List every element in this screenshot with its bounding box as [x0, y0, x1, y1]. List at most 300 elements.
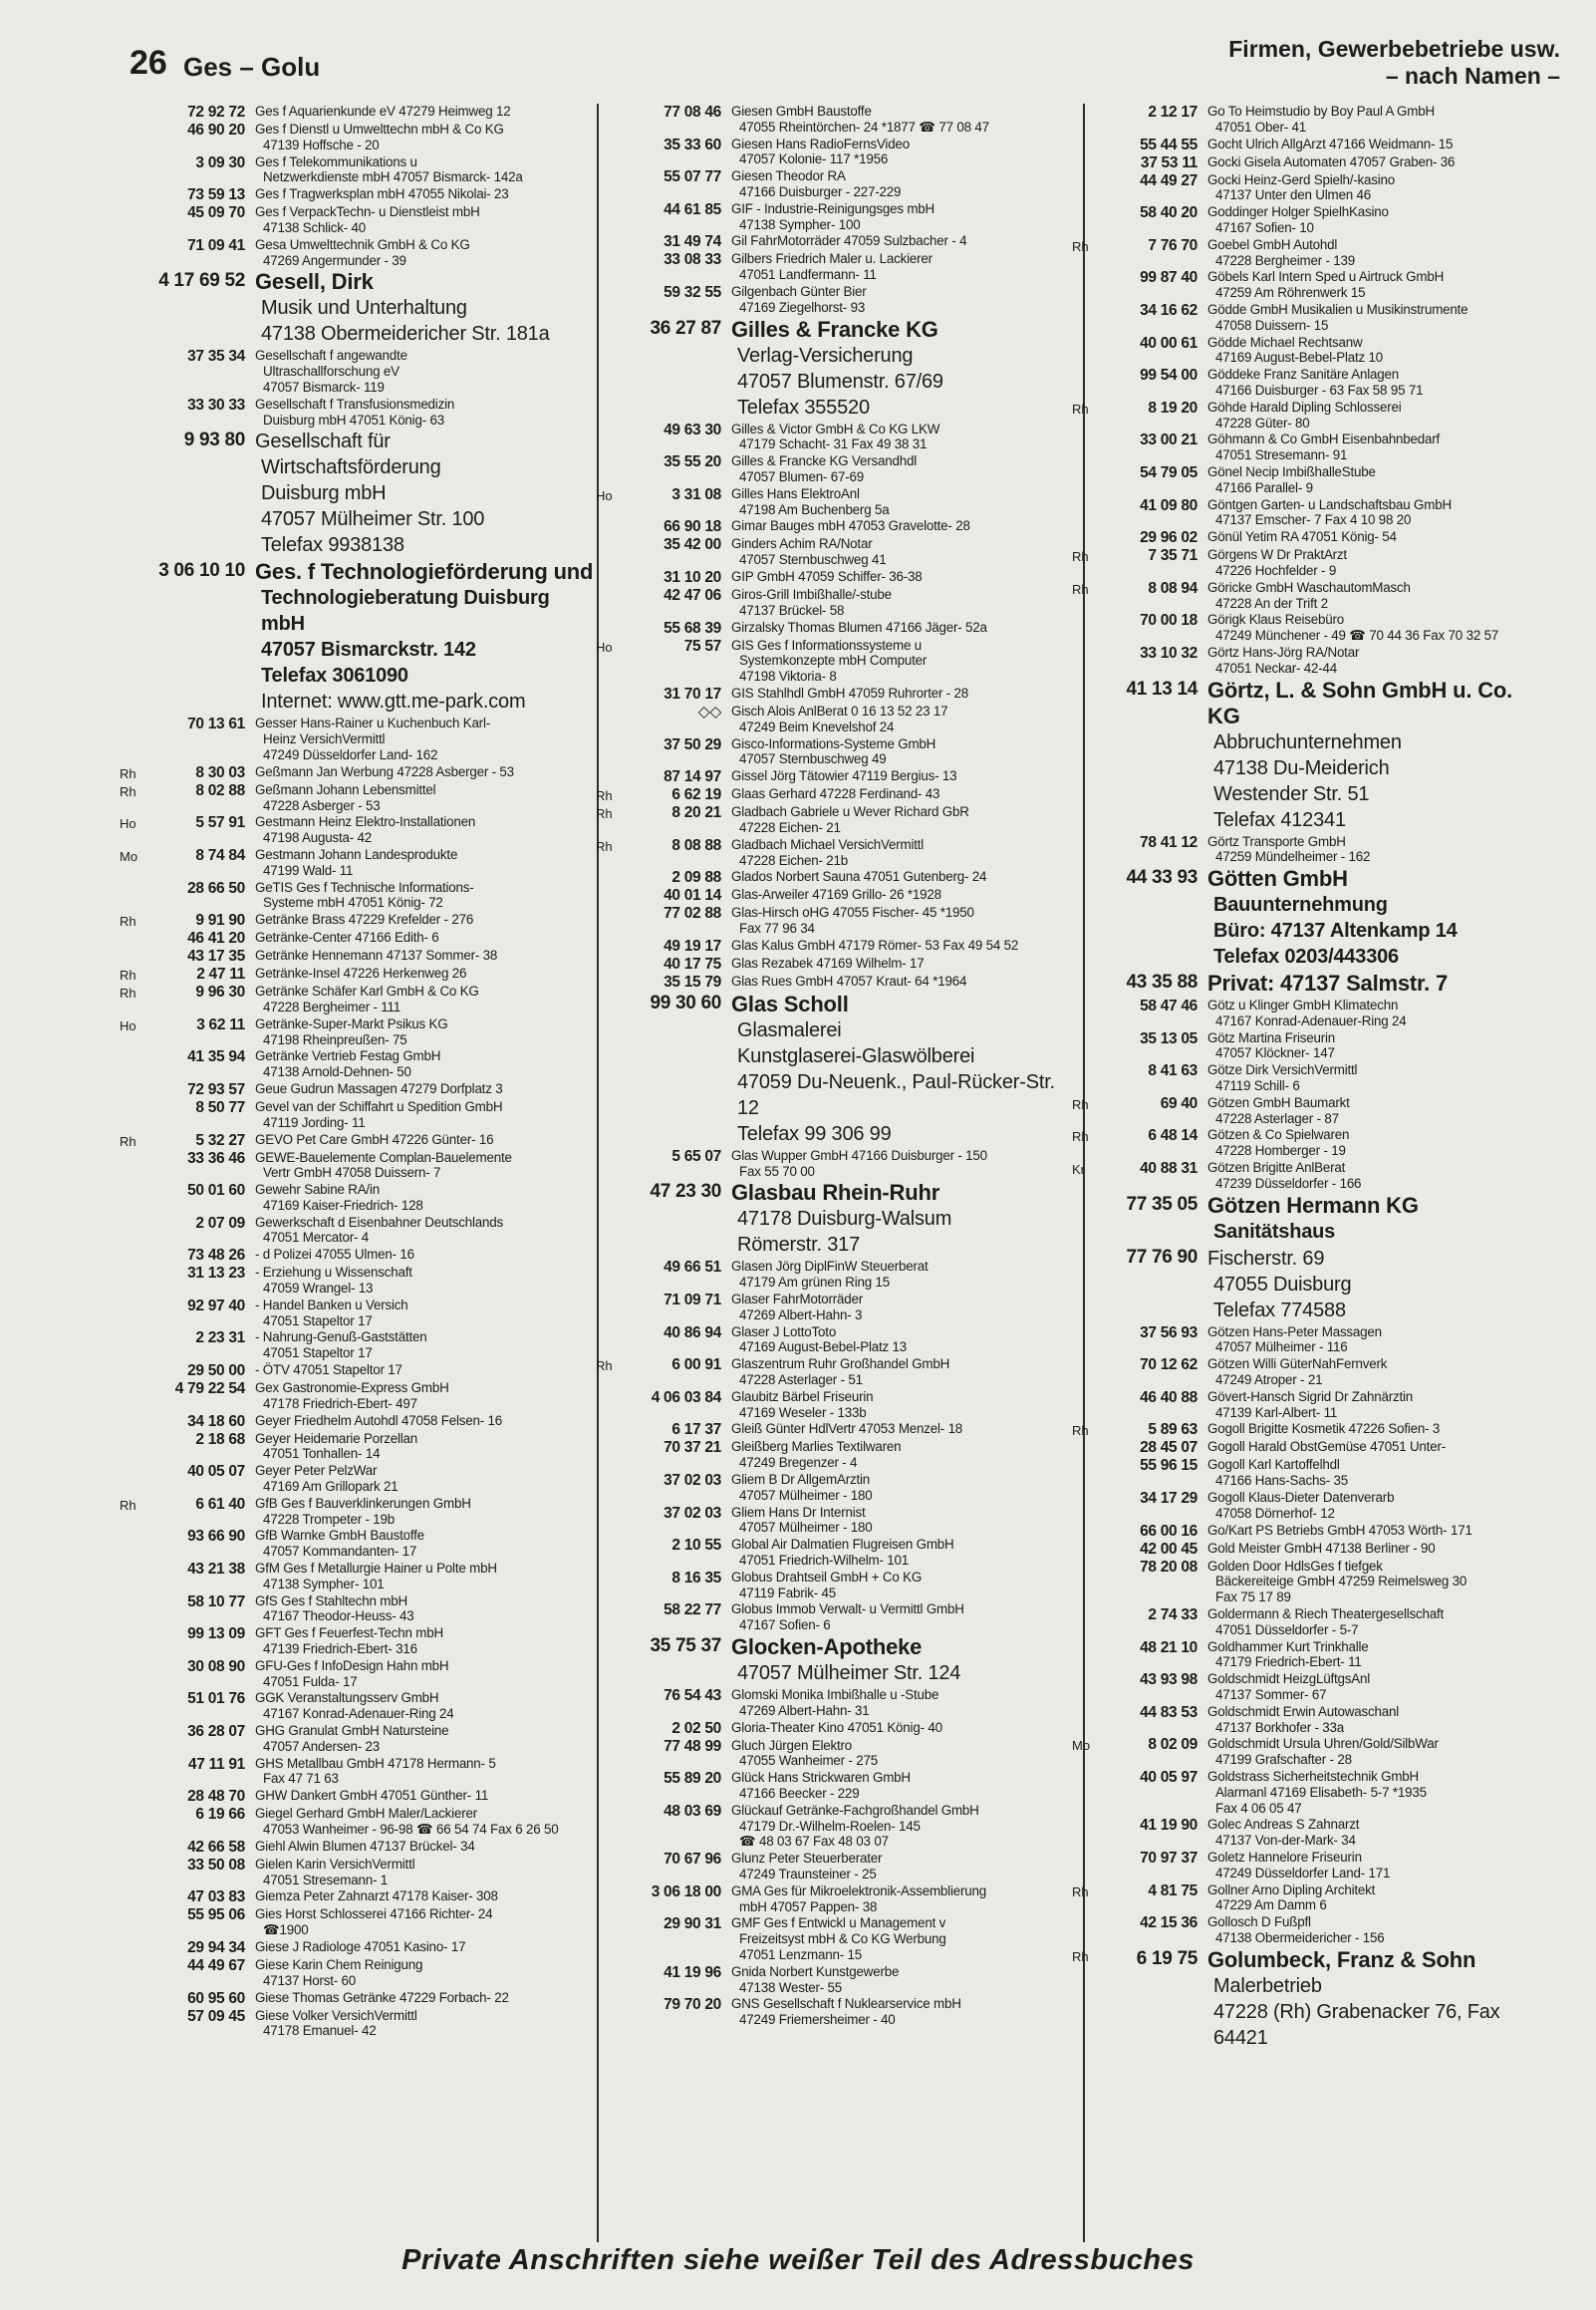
phone-number: 3 06 10 10	[158, 560, 245, 582]
entry-name: Goldschmidt Ursula Uhren/Gold/SilbWar	[1207, 1736, 1439, 1752]
entry-text	[731, 992, 1070, 1147]
phone-number: 73 48 26	[187, 1247, 245, 1265]
directory-entry	[120, 1723, 594, 1755]
directory-entry	[596, 536, 1070, 568]
entry-text	[1207, 998, 1546, 1029]
entry-name: Getränke Brass 47229 Krefelder - 276	[255, 912, 474, 928]
entry-detail: 47228 Bergheimer - 139	[1215, 252, 1356, 268]
entry-text	[731, 1421, 1070, 1437]
entry-text	[731, 938, 1070, 954]
phone-number: 6 19 66	[195, 1806, 245, 1824]
entry-text	[255, 1723, 594, 1755]
entry-detail: Telefax 774588	[1213, 1299, 1346, 1321]
directory-entry	[1072, 137, 1546, 153]
district-code	[596, 1570, 628, 1572]
directory-entry	[596, 453, 1070, 485]
entry-name: Gesser Hans-Rainer u Kuchenbuch Karl-	[255, 716, 490, 731]
directory-entry	[1072, 998, 1546, 1029]
phone-number: 77 48 99	[664, 1737, 721, 1755]
entry-detail: 47051 Düsseldorfer - 5-7	[1215, 1621, 1359, 1637]
entry-detail: 47138 Obermeidericher - 156	[1215, 1929, 1385, 1945]
district-code	[120, 930, 151, 932]
entry-detail: Fax 55 70 00	[739, 1163, 815, 1179]
district-code	[1072, 612, 1104, 614]
entry-text	[731, 284, 1070, 316]
entry-detail: 47139 Friedrich-Ebert- 316	[263, 1641, 417, 1657]
district-code	[120, 1806, 151, 1808]
entry-detail: 47055 Wanheimer - 275	[739, 1753, 878, 1769]
entry-name: Glaubitz Bärbel Friseurin	[731, 1388, 874, 1404]
district-code	[120, 1839, 151, 1841]
phone-number: 33 08 33	[664, 251, 721, 269]
phone-number: 40 88 31	[1140, 1160, 1197, 1178]
district-code	[596, 1883, 628, 1885]
district-code: Rh	[596, 838, 613, 854]
entry-name: GEWE-Bauelemente Complan-Bauelemente	[255, 1149, 512, 1165]
entry-name: Goddinger Holger SpielhKasino	[1207, 204, 1389, 220]
entry-text	[731, 569, 1070, 585]
phone-number: 36 28 07	[187, 1723, 245, 1740]
entry-detail: 47051 Stapeltor 17	[263, 1345, 373, 1361]
directory-entry	[120, 912, 594, 929]
phone-number: 70 00 18	[1140, 612, 1197, 630]
entry-name: Geyer Heidemarie Porzellan	[255, 1430, 418, 1446]
entry-text	[1207, 172, 1546, 204]
entry-name: Goldstrass Sicherheitstechnik GmbH	[1207, 1768, 1419, 1784]
district-code	[120, 122, 151, 124]
entry-name: Golden Door HdlsGes f tiefgek	[1207, 1558, 1383, 1574]
entry-detail: 47179 Dr.-Wilhelm-Roelen- 145	[739, 1818, 921, 1834]
entry-text	[255, 1362, 594, 1378]
directory-entry	[1072, 172, 1546, 204]
entry-name: Gladbach Michael VersichVermittl	[731, 836, 925, 852]
directory-entry	[596, 1421, 1070, 1438]
entry-detail: 47167 Theodor-Heuss- 43	[263, 1608, 414, 1624]
entry-text	[1207, 1817, 1546, 1849]
entry-detail: 47269 Angermunder - 39	[263, 252, 406, 268]
entry-name: Göricke GmbH WaschautomMasch	[1207, 579, 1411, 595]
district-code	[120, 1150, 151, 1152]
entry-name: GIF - Industrie-Reinigungsges mbH	[731, 200, 935, 216]
entry-detail: 47057 Mülheimer Str. 124	[737, 1662, 961, 1685]
district-code	[596, 1180, 628, 1182]
entry-text	[731, 1292, 1070, 1323]
entry-detail: 47166 Hans-Sachs- 35	[1215, 1473, 1348, 1489]
entry-text	[255, 429, 594, 558]
entry-name: Giegel Gerhard GmbH Maler/Lackierer	[255, 1806, 477, 1822]
district-code: Ho	[596, 487, 613, 503]
directory-entry	[120, 1081, 594, 1098]
entry-detail: 47137 Brückel- 58	[739, 602, 845, 618]
entry-text	[1207, 1523, 1546, 1539]
entry-name: Gödde Michael Rechtsanw	[1207, 334, 1363, 350]
entry-text	[731, 1570, 1070, 1601]
directory-entry	[120, 397, 594, 429]
directory-entry	[1072, 1850, 1546, 1881]
entry-name: GfB Warnke GmbH Baustoffe	[255, 1528, 424, 1544]
directory-entry	[1072, 1324, 1546, 1356]
entry-detail: 47138 Sympher- 100	[739, 216, 861, 232]
entry-text	[731, 887, 1070, 903]
entry-detail: Telefax 0203/443306	[1213, 946, 1399, 969]
phone-number: 6 17 37	[671, 1421, 721, 1439]
entry-text	[1207, 400, 1546, 432]
phone-number: 50 01 60	[187, 1182, 245, 1200]
phone-number: 99 54 00	[1140, 367, 1197, 385]
entry-name: Goldhammer Kurt Trinkhalle	[1207, 1638, 1369, 1654]
entry-text	[731, 233, 1070, 249]
entry-name: Gilles & Francke KG Versandhdl	[731, 453, 918, 469]
entry-detail: 47228 Bergheimer - 111	[263, 999, 401, 1014]
entry-name: GEVO Pet Care GmbH 47226 Günter- 16	[255, 1131, 494, 1147]
directory-entry	[1072, 400, 1546, 432]
district-code	[120, 1756, 151, 1758]
entry-detail: 47138 Schlick- 40	[263, 219, 367, 235]
phone-number: 40 05 07	[187, 1463, 245, 1481]
entry-text	[1207, 1095, 1546, 1127]
entry-detail: 47169 Kaiser-Friedrich- 128	[263, 1197, 423, 1213]
phone-number: 7 76 70	[1148, 236, 1197, 254]
entry-name: Goletz Hannelore Friseurin	[1207, 1849, 1362, 1865]
directory-entry	[596, 1720, 1070, 1737]
directory-entry	[596, 1505, 1070, 1537]
entry-name: - Handel Banken u Versich	[255, 1297, 408, 1312]
entry-name: Geue Gudrun Massagen 47279 Dorfplatz 3	[255, 1080, 503, 1096]
directory-entry	[120, 1690, 594, 1722]
entry-text	[1207, 1736, 1546, 1768]
entry-detail: 47178 Duisburg-Walsum	[737, 1208, 952, 1231]
entry-name: - Nahrung-Genuß-Gaststätten	[255, 1329, 427, 1345]
directory-entry	[596, 1687, 1070, 1719]
entry-name: Fischerstr. 69	[1207, 1247, 1325, 1270]
phone-number: ◇◇	[697, 703, 721, 721]
directory-entry	[120, 1593, 594, 1625]
directory-entry	[596, 518, 1070, 535]
entry-text	[731, 587, 1070, 619]
entry-detail: Systemkonzepte mbH Computer	[739, 653, 928, 669]
entry-detail: 47249 Düsseldorfer Land- 171	[1215, 1865, 1391, 1880]
district-code	[120, 1413, 151, 1415]
entry-text	[731, 104, 1070, 136]
entry-detail: 47051 Fulda- 17	[263, 1673, 358, 1689]
entry-detail: 47228 Eichen- 21b	[739, 852, 849, 868]
phone-number: 5 57 91	[195, 814, 245, 832]
phone-number: 46 40 88	[1140, 1388, 1197, 1406]
entry-text	[255, 1081, 594, 1097]
entry-name: GMF Ges f Entwickl u Management v	[731, 1915, 946, 1931]
phone-number: 2 23 31	[195, 1329, 245, 1347]
district-code	[120, 1625, 151, 1627]
directory-entry	[596, 1738, 1070, 1770]
directory-entry	[120, 930, 594, 947]
entry-text	[731, 1389, 1070, 1421]
entry-text	[1207, 645, 1546, 677]
phone-number: 31 49 74	[664, 233, 721, 251]
entry-name: Ginders Achim RA/Notar	[731, 536, 873, 552]
entry-name: Ges f Dienstl u Umwelttechn mbH & Co KG	[255, 122, 504, 137]
directory-entry	[596, 1770, 1070, 1802]
directory-entry	[120, 1099, 594, 1131]
entry-text	[255, 397, 594, 429]
district-code	[120, 1906, 151, 1908]
entry-detail: 47229 Am Damm 6	[1215, 1897, 1327, 1913]
directory-entry	[120, 984, 594, 1015]
district-code	[1072, 529, 1104, 531]
district-code: Rh	[1072, 1948, 1089, 1964]
entry-name: Gogoll Karl Kartoffelhdl	[1207, 1457, 1340, 1473]
district-code	[120, 1857, 151, 1859]
phone-number: 37 53 11	[1140, 153, 1197, 171]
entry-detail: Alarmanl 47169 Elisabeth- 5-7 *1935	[1215, 1784, 1427, 1800]
phone-number: 49 66 51	[664, 1259, 721, 1277]
district-code	[596, 317, 628, 319]
directory-entry	[120, 1265, 594, 1297]
directory-entry	[1072, 367, 1546, 399]
district-code	[1072, 1356, 1104, 1358]
phone-number: 2 09 88	[671, 869, 721, 887]
entry-detail: 47057 Kommandanten- 17	[263, 1544, 417, 1560]
entry-name: Götzen Hermann KG	[1207, 1192, 1419, 1218]
entry-name: Privat: 47137 Salmstr. 7	[1207, 971, 1449, 997]
entry-detail: 47199 Wald- 11	[263, 862, 354, 878]
directory-entry	[120, 764, 594, 781]
entry-detail: Wirtschaftsförderung	[261, 456, 441, 479]
phone-number: 70 97 37	[1140, 1849, 1197, 1867]
district-code	[1072, 1030, 1104, 1032]
entry-name: Ges f Tragwerksplan mbH 47055 Nikolai- 23	[255, 186, 509, 202]
entry-detail: 47057 Kolonie- 117 *1956	[739, 151, 889, 167]
district-code	[1072, 1704, 1104, 1706]
entry-name: Glück Hans Strickwaren GmbH	[731, 1770, 911, 1786]
entry-detail: Telefax 412341	[1213, 808, 1346, 831]
entry-name: Götzen GmbH Baumarkt	[1207, 1094, 1350, 1110]
phone-number: 48 21 10	[1140, 1638, 1197, 1656]
district-code	[596, 1851, 628, 1853]
entry-name: Giesen GmbH Baustoffe	[731, 104, 872, 119]
district-code	[120, 429, 151, 431]
directory-entry	[596, 1570, 1070, 1601]
entry-detail: 47169 Weseler - 133b	[739, 1404, 867, 1420]
district-code	[1072, 432, 1104, 433]
district-code: Rh	[596, 1358, 613, 1374]
page-range: Ges – Golu	[183, 52, 321, 82]
entry-detail: 47057 Mülheimer Str. 100	[261, 508, 485, 531]
entry-name: Gönel Necip ImbißhalleStube	[1207, 463, 1376, 479]
entry-text	[255, 1756, 594, 1788]
entry-text	[1207, 1030, 1546, 1062]
district-code: Mo	[1072, 1738, 1091, 1754]
entry-text	[255, 984, 594, 1015]
entry-text	[255, 1247, 594, 1263]
directory-entry	[120, 1380, 594, 1412]
entry-text	[255, 1099, 594, 1131]
district-code	[1072, 497, 1104, 499]
entry-name: Gilles & Victor GmbH & Co KG LKW	[731, 421, 940, 436]
entry-name: Glaas Gerhard 47228 Ferdinand- 43	[731, 786, 940, 802]
phone-number: 78 20 08	[1140, 1558, 1197, 1576]
phone-number: 59 32 55	[664, 283, 721, 301]
district-code	[596, 201, 628, 203]
entry-name: GNS Gesellschaft f Nuklearservice mbH	[731, 1996, 961, 2012]
directory-entry	[596, 233, 1070, 250]
district-code	[596, 1421, 628, 1423]
district-code	[596, 1687, 628, 1689]
district-code: Ho	[120, 816, 136, 832]
entry-detail: 47138 Sympher- 101	[263, 1576, 385, 1591]
district-code	[1072, 269, 1104, 271]
entry-text	[731, 1770, 1070, 1802]
directory-entry	[120, 1906, 594, 1938]
phone-number: 60 95 60	[187, 1989, 245, 2007]
directory-entry	[1072, 834, 1546, 866]
entry-text	[731, 536, 1070, 568]
directory-entry	[1072, 104, 1546, 136]
phone-number: 28 66 50	[187, 879, 245, 897]
entry-name: Giesen Hans RadioFernsVideo	[731, 136, 910, 151]
directory-entry	[596, 1439, 1070, 1471]
phone-number: 29 90 31	[664, 1915, 721, 1933]
directory-entry	[596, 1324, 1070, 1356]
entry-text	[255, 1215, 594, 1247]
entry-text	[255, 1463, 594, 1495]
entry-text	[1207, 1127, 1546, 1159]
entry-name: Gesellschaft f Transfusionsmedizin	[255, 396, 455, 412]
directory-entry	[1072, 580, 1546, 612]
directory-entry	[596, 201, 1070, 233]
phone-number: 8 08 94	[1148, 579, 1197, 597]
phone-number: 31 70 17	[664, 685, 721, 703]
entry-name: Gilles & Francke KG	[731, 316, 938, 342]
district-code	[596, 1738, 628, 1740]
entry-text	[731, 1964, 1070, 1996]
phone-number: 2 12 17	[1148, 104, 1197, 121]
entry-text	[255, 1939, 594, 1955]
phone-number: 4 81 75	[1148, 1881, 1197, 1899]
entry-detail: 47051 Stresemann- 91	[1215, 447, 1348, 463]
directory-entry	[596, 569, 1070, 586]
district-code	[120, 1888, 151, 1890]
entry-detail: 47057 Klöckner- 147	[1215, 1045, 1335, 1061]
entry-text	[1207, 154, 1546, 170]
entry-detail: 47226 Hochfelder - 9	[1215, 562, 1337, 578]
entry-text	[255, 716, 594, 762]
directory-entry	[120, 814, 594, 846]
phone-number: 99 13 09	[187, 1625, 245, 1643]
entry-name: Gielen Karin VersichVermittl	[255, 1856, 415, 1872]
directory-entry	[120, 204, 594, 236]
entry-name: Global Air Dalmatien Flugreisen GmbH	[731, 1537, 954, 1553]
phone-number: 58 47 46	[1140, 998, 1197, 1015]
phone-number: 46 41 20	[187, 930, 245, 948]
entry-name: GeTIS Ges f Technische Informations-	[255, 879, 474, 895]
directory-entry	[120, 1839, 594, 1856]
entry-detail: 47058 Duissern- 15	[1215, 317, 1329, 333]
entry-name: Glas-Hirsch oHG 47055 Fischer- 45 *1950	[731, 905, 974, 921]
district-code	[120, 1528, 151, 1530]
entry-name: Gex Gastronomie-Express GmbH	[255, 1380, 449, 1396]
entry-detail: 47249 Beim Knevelshof 24	[739, 719, 895, 734]
entry-detail: 47137 Borkhofer - 33a	[1215, 1719, 1345, 1735]
entry-name: Gil FahrMotorräder 47059 Sulzbacher - 4	[731, 233, 967, 249]
phone-number: 8 16 35	[671, 1569, 721, 1587]
entry-text	[731, 686, 1070, 702]
directory-entry	[120, 1215, 594, 1247]
entry-text	[731, 704, 1070, 735]
district-code	[596, 1634, 628, 1636]
entry-detail: 47057 Mülheimer - 116	[1215, 1339, 1348, 1355]
district-code	[120, 348, 151, 350]
entry-detail: Westender Str. 51	[1213, 782, 1370, 805]
entry-text	[255, 847, 594, 879]
phone-number: 34 16 62	[1140, 301, 1197, 319]
directory-entry	[120, 2008, 594, 2040]
phone-number: 42 15 36	[1140, 1914, 1197, 1932]
district-code	[120, 204, 151, 206]
district-code	[120, 1690, 151, 1692]
directory-column-1	[120, 104, 594, 2040]
directory-entry	[1072, 432, 1546, 463]
directory-entry	[1072, 866, 1546, 970]
entry-name: Gilles Hans ElektroAnl	[731, 485, 860, 501]
entry-text	[255, 1888, 594, 1904]
directory-entry	[120, 1990, 594, 2007]
entry-text	[255, 1990, 594, 2006]
entry-name: Gestmann Johann Landesprodukte	[255, 846, 458, 862]
district-code	[1072, 1439, 1104, 1441]
entry-detail: Internet: www.gtt.me-park.com	[261, 691, 526, 714]
directory-entry	[596, 1964, 1070, 1996]
district-code	[596, 1259, 628, 1261]
directory-entry	[596, 1996, 1070, 2028]
phone-number: 70 37 21	[664, 1439, 721, 1457]
entry-text	[731, 1601, 1070, 1633]
entry-detail: 47057 Andersen- 23	[263, 1738, 381, 1754]
directory-entry	[1072, 1457, 1546, 1489]
entry-text	[255, 1016, 594, 1048]
header-line-2: – nach Namen –	[1385, 63, 1560, 89]
entry-detail: Fax 4 06 05 47	[1215, 1800, 1302, 1816]
entry-detail: 47166 Beecker - 229	[739, 1786, 860, 1801]
entry-name: Götz Martina Friseurin	[1207, 1029, 1336, 1045]
entry-detail: 47137 Horst- 60	[263, 1972, 357, 1988]
entry-text	[731, 1738, 1070, 1770]
directory-entry	[1072, 204, 1546, 236]
directory-entry	[596, 1356, 1070, 1388]
entry-name: GGK Veranstaltungsserv GmbH	[255, 1690, 439, 1706]
phone-number: 93 66 90	[187, 1528, 245, 1546]
phone-number: 9 96 30	[195, 984, 245, 1002]
directory-entry	[1072, 1356, 1546, 1388]
directory-entry	[596, 168, 1070, 200]
directory-entry	[1072, 1421, 1546, 1438]
district-code	[596, 1292, 628, 1294]
directory-entry	[1072, 529, 1546, 546]
entry-text	[731, 1259, 1070, 1291]
entry-text	[255, 122, 594, 153]
phone-number: 6 62 19	[671, 786, 721, 804]
phone-number: 2 10 55	[671, 1537, 721, 1555]
phone-number: 30 08 90	[187, 1657, 245, 1675]
entry-detail: 47119 Jording- 11	[263, 1114, 366, 1130]
directory-entry	[1072, 1389, 1546, 1421]
phone-number: 44 33 93	[1126, 867, 1197, 889]
phone-number: 44 49 67	[187, 1956, 245, 1974]
entry-name: GIS Ges f Informationssysteme u	[731, 637, 923, 653]
entry-name: Glas Rezabek 47169 Wilhelm- 17	[731, 955, 925, 971]
directory-entry	[596, 284, 1070, 316]
phone-number: 36 27 87	[650, 317, 721, 339]
entry-name: Götz u Klinger GmbH Klimatechn	[1207, 998, 1399, 1013]
